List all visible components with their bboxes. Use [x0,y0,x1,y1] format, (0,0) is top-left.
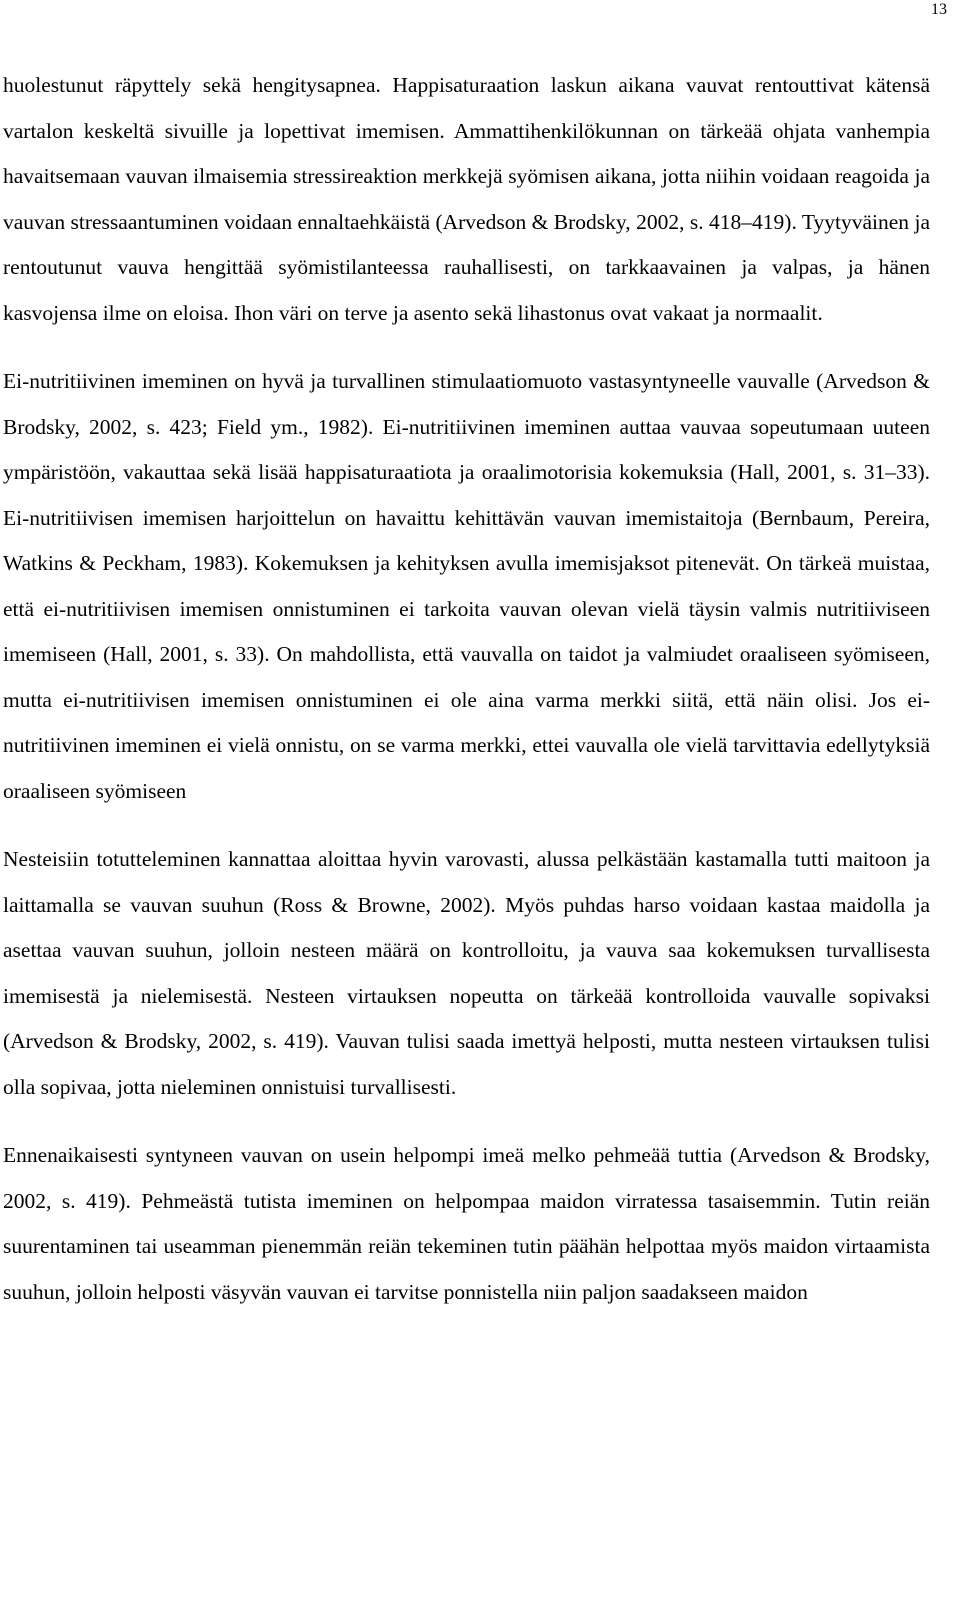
paragraph-liquid-introduction: Nesteisiin totutteleminen kannattaa aloittaa hyvin varovasti, alussa pelkästään kastamalla tutti maitoon ja laittamalla se vauvan suuhun (Ross & Browne, 2002). Myös puhdas harso voidaan kastaa maidolla ja asettaa vauvan suuhun, jolloin nesteen määrä on kontrolloitu, ja vauva saa kokemuksen turvallisesta imemisestä ja nielemisestä. Nesteen virtauksen nopeutta on tärkeää kontrolloida vauvalle sopivaksi (Arvedson & Brodsky, 2002, s. 419). Vauvan tulisi saada imettyä helposti, mutta nesteen virtauksen tulisi olla sopivaa, jotta nieleminen onnistuisi turvallisesti. [3,847,930,1099]
paragraph-non-nutritive-sucking: Ei-nutritiivinen imeminen on hyvä ja turvallinen stimulaatiomuoto vastasyntyneelle vauvalle (Arvedson & Brodsky, 2002, s. 423; Field ym., 1982). Ei-nutritiivinen imeminen auttaa vauvaa sopeutumaan uuteen ympäristöön, vakauttaa sekä lisää happisaturaatiota ja oraalimotorisia kokemuksia (Hall, 2001, s. 31–33). Ei-nutritiivisen imemisen harjoittelun on havaittu kehittävän vauvan imemistaitoja (Bernbaum, Pereira, Watkins & Peckham, 1983). Kokemuksen ja kehityksen avulla imemisjaksot pitenevät. On tärkeä muistaa, että ei-nutritiivisen imemisen onnistuminen ei tarkoita vauvan olevan vielä täysin valmis nutritiiviseen imemiseen (Hall, 2001, s. 33). On mahdollista, että vauvalla on taidot ja valmiudet oraaliseen syömiseen, mutta ei-nutritiivisen imemisen onnistuminen ei ole aina varma merkki siitä, että näin olisi. Jos ei-nutritiivinen imeminen ei vielä onnistu, on se varma merkki, ettei vauvalla ole vielä tarvittavia edellytyksiä oraaliseen syömiseen [3,369,930,803]
paragraph-stress-signs: huolestunut räpyttely sekä hengitysapnea. Happisaturaation laskun aikana vauvat rentouttivat kätensä vartalon keskeltä sivuille ja lopettivat imemisen. Ammattihenkilökunnan on tärkeää ohjata vanhempia havaitsemaan vauvan ilmaisemia stressireaktion merkkejä syömisen aikana, jotta niihin voidaan reagoida ja vauvan stressaantuminen voidaan ennaltaehkäistä (Arvedson & Brodsky, 2002, s. 418–419). Tyytyväinen ja rentoutunut vauva hengittää syömistilanteessa rauhallisesti, on tarkkaavainen ja valpas, ja hänen kasvojensa ilme on eloisa. Ihon väri on terve ja asento sekä lihastonus ovat vakaat ja normaalit. [3,73,930,325]
page-number: 13 [931,1,947,18]
paragraph-soft-teat: Ennenaikaisesti syntyneen vauvan on usein helpompi imeä melko pehmeää tuttia (Arvedson & Brodsky, 2002, s. 419). Pehmeästä tutista imeminen on helpompaa maidon virratessa tasaisemmin. Tutin reiän suurentaminen tai useamman pienemmän reiän tekeminen tutin päähän helpottaa myös maidon virtaamista suuhun, jolloin helposti väsyvän vauvan ei tarvitse ponnistella niin paljon saadakseen maidon [3,1143,930,1304]
document-body [3,63,930,1315]
